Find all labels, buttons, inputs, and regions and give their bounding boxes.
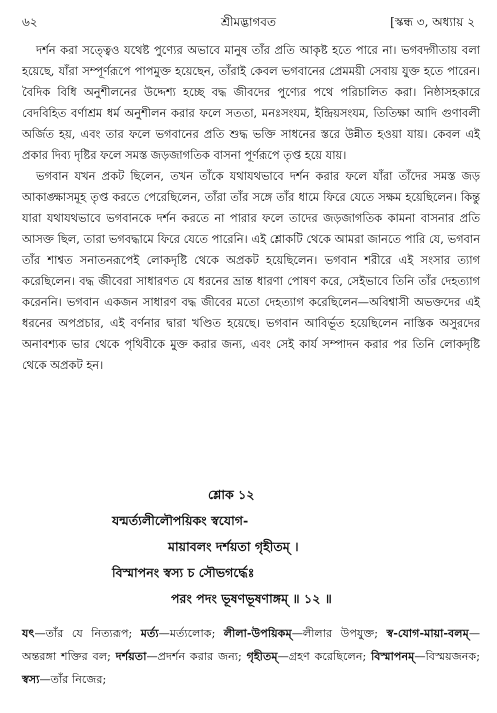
page-number: ৬২ (22, 15, 38, 29)
chapter-reference: [স্কন্ধ ৩, অধ্যায় ২ (390, 15, 475, 29)
purport-text (22, 40, 480, 376)
synonym-term: স্ব-যোগ-মায়া-বলম্ (386, 626, 469, 640)
synonym-term: মর্ত্য (140, 626, 159, 640)
synonym-meaning: লীলার উপযুক্ত; (302, 627, 378, 640)
synonym-term: গৃহীতম্ (246, 649, 278, 663)
verse-line: পরং পদং ভূষণভূষণাঙ্গম্ ॥ ১২ ॥ (171, 591, 332, 606)
book-title: শ্রীমদ্ভাগবত (220, 15, 276, 29)
purport-paragraph: ভগবান যখন প্রকট ছিলেন, তখন তাঁকে যথাযথভাবে দর্শন করার ফলে যাঁরা তাঁদের সমস্ত জড় আকাঙ্ক্ষাসমূহ তৃপ্ত করতে পেরেছিলেন, তাঁরা তাঁর সঙ্গে তাঁর ধামে ফিরে যেতে সক্ষম হয়েছিলেন। কিন্তু যারা যথাযথভাবে ভগবানকে দর্শন করতে না পারার ফলে তাদের জড়জাগতিক কামনা বাসনার প্রতি আসক্ত ছিল, তারা ভগবদ্ধামে ফিরে যেতে পারেনি। এই শ্লোকটি থেকে আমরা জানতে পারি যে, ভগবান তাঁর শাশ্বত সনাতনরূপেই লোকদৃষ্টি থেকে অপ্রকট হয়েছিলেন। ভগবান শরীরে এই সংসার ত্যাগ করেছিলেন। বদ্ধ জীবেরা সাধারণত যে ধরনের ভ্রান্ত ধারণা পোষণ করে, সেইভাবে তিনি তাঁর দেহত্যাগ করেননি। ভগবান একজন সাধারণ বদ্ধ জীবের মতো দেহত্যাগ করেছিলেন—অবিশ্বাসী অভক্তদের এই ধরনের অপপ্রচার, এই বর্ণনার দ্বারা খণ্ডিত হয়েছে। ভগবান আবির্ভূত হয়েছিলেন নাস্তিক অসুরদের অনাবশ্যক ভার থেকে পৃথিবীকে মুক্ত করার জন্য, এবং সেই কার্য সম্পাদন করার পর তিনি লোকদৃষ্টি থেকে অপ্রকট হন। (22, 169, 480, 372)
synonyms-block: যৎ—তাঁর যে নিত্যরূপ; মর্ত্য—মর্ত্যলোক; লীলা-উপয়িকম্—লীলার উপযুক্ত; স্ব-যোগ-মায়া-বলম্—অন্তরঙ্গা শক্তির বল; দর্শয়তা—প্রদর্শন করার জন্য; গৃহীতম্—গ্রহণ করেছিলেন; বিস্মাপনম্—বিস্ময়জনক; স্বস্য—তাঁর নিজের; (22, 626, 481, 686)
synonym-meaning: মর্ত্যলোক; (169, 627, 216, 640)
synonym-meaning: তাঁর নিজের; (50, 673, 107, 686)
synonym-meaning: গ্রহণ করেছিলেন; (288, 650, 367, 663)
synonym-meaning: প্রদর্শন করার জন্য; (157, 650, 242, 663)
synonym-term: স্বস্য (22, 672, 40, 686)
running-header (22, 12, 475, 32)
synonym-meaning: তাঁর যে নিত্যরূপ; (45, 627, 133, 640)
verse-line: মায়াবলং দর্শয়তা গৃহীতম্ । (168, 539, 299, 554)
synonym-term: লীলা-উপয়িকম্ (223, 626, 292, 640)
synonym-term: বিস্মাপনম্ (371, 649, 415, 663)
verse-block (0, 482, 497, 612)
verse-heading: শ্লোক ১২ (208, 487, 255, 502)
synonym-term: দর্শয়তা (115, 649, 147, 663)
verse-line: যন্মর্ত্যলীলৌপয়িকং স্বযোগ- (112, 513, 249, 528)
verse-line: বিস্মাপনং স্বস্য চ সৌভগর্দ্ধেঃ (112, 565, 255, 580)
synonym-term: যৎ (22, 626, 35, 640)
synonym-meaning: অন্তরঙ্গা শক্তির বল; (22, 650, 111, 663)
purport-paragraph: দর্শন করা সত্ত্বেও যথেষ্ট পুণ্যের অভাবে মানুষ তাঁর প্রতি আকৃষ্ট হতে পারে না। ভগবদ্গীতায় বলা হয়েছে, যাঁরা সম্পূর্ণরূপে পাপমুক্ত হয়েছেন, তাঁরাই কেবল ভগবানের প্রেমময়ী সেবায় যুক্ত হতে পারেন। বৈদিক বিধি অনুশীলনের উদ্দেশ্য হচ্ছে বদ্ধ জীবদের পুণ্যের পথে পরিচালিত করা। নিষ্ঠাসহকারে বেদবিহিত বর্ণাশ্রম ধর্ম অনুশীলন করার ফলে সততা, মনঃসংযম, ইন্দ্রিয়সংযম, তিতিক্ষা আদি গুণাবলী অর্জিত হয়, এবং তার ফলে ভগবানের প্রতি শুদ্ধ ভক্তি সাধনের স্তরে উন্নীত হওয়া যায়। কেবল এই প্রকার দিব্য দৃষ্টির ফলে সমস্ত জড়জাগতিক বাসনা পূর্ণরূপে তৃপ্ত হয়ে যায়। (22, 43, 480, 162)
synonym-meaning: বিস্ময়জনক; (425, 650, 481, 663)
